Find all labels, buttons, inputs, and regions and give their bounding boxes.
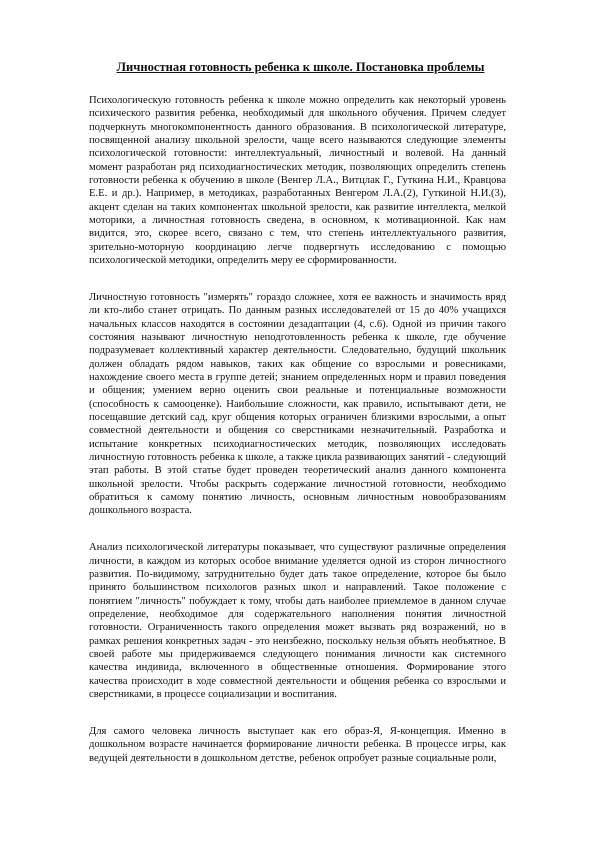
document-title: Личностная готовность ребенка к школе. Постановка проблемы <box>116 60 485 74</box>
paragraph: Личностную готовность "измерять" гораздо сложнее, хотя ее важность и значимость вряд ли кто-либо станет отрицать. По данным разных исследователей от 15 до 40% учащихся начальных классов находятся в состоянии дезадаптации (4, с.6). Одной из причин такого состояния называют личностную неподготовленность ребенка к школе, где обучение подразумевает коллективный характер деятельности. Следовательно, будущий школьник должен обладать рядом навыков, таких как общение со взрослыми и ровесниками, нахождение своего места в группе детей; знанием определенных норм и правил поведения и общения; умением верно оценить свои реальные и потенциальные возможности (способность к самооценке). Наибольшие сложности, как правило, испытывают дети, не посещавшие детский сад, круг общения которых ограничен близкими взрослыми, а опыт совместной деятельности и общения со сверстниками незначительный. Разработка и испытание конкретных психодиагностических методик, позволяющих исследовать личностную готовность ребенка к школе, а также цикла развивающих занятий - следующий этап работы. В этой статье будет проведен теоретический анализ данного компонента школьной зрелости. Чтобы раскрыть содержание личностной готовности, необходимо обратиться к самому понятию личность, основным личностным новообразованиям дошкольного возраста. <box>89 291 506 517</box>
paragraph: Для самого человека личность выступает как его образ-Я, Я-концепция. Именно в дошкольном возрасте начинается формирование личности ребенка. В процессе игры, как ведущей деятельности в дошкольном детстве, ребенок опробует разные социальные роли, <box>89 725 506 764</box>
paragraph: Психологическую готовность ребенка к школе можно определить как некоторый уровень психического развития ребенка, необходимый для школьного обучения. Причем следует подчеркнуть многокомпонентность данного образования. В психологической литературе, посвященной анализу школьной зрелости, чаще всего называются следующие элементы психологической готовности: интеллектуальный, личностный и волевой. На данный момент разработан ряд психодиагностических методик, позволяющих определить степень готовности ребенка к обучению в школе (Венгер Л.А., Витцлак Г., Гуткина Н.И., Кравцова Е.Е. и др.). Например, в методиках, разработанных Венгером Л.А.(2), Гуткиной Н.И.(3), акцент сделан на таких компонентах школьной зрелости, как развитие интеллекта, мелкой моторики, а личностная готовность сведена, в основном, к мотивационной. Как нам видится, это, скорее всего, связано с тем, что степень интеллектуального развития, зрительно-моторную координацию легче подвергнуть исследованию с помощью психологической методики, определить меру ее сформированности. <box>89 95 506 267</box>
paragraph: Анализ психологической литературы показывает, что существуют различные определения личности, в каждом из которых особое внимание уделяется одной из сторон личностного развития. По-видимому, затруднительно будет дать такое определение, которое бы было принято большинством психологов разных школ и направлений. Такое положение с понятием "личность" побуждает к тому, чтобы дать наиболее приемлемое в данном случае определение, необходимое для содержательного наполнения понятия личностной готовности. Ограниченность такого определения может вызвать ряд возражений, но в рамках решения конкретных задач - это неизбежно, поскольку нельзя объять необъятное. В своей работе мы придерживаемся следующего понимания личности как системного качества индивида, включенного в общественные отношения. Формирование этого качества происходит в ходе совместной деятельности и общения ребенка со взрослыми и сверстниками, в процессе социализации и воспитания. <box>89 542 506 701</box>
